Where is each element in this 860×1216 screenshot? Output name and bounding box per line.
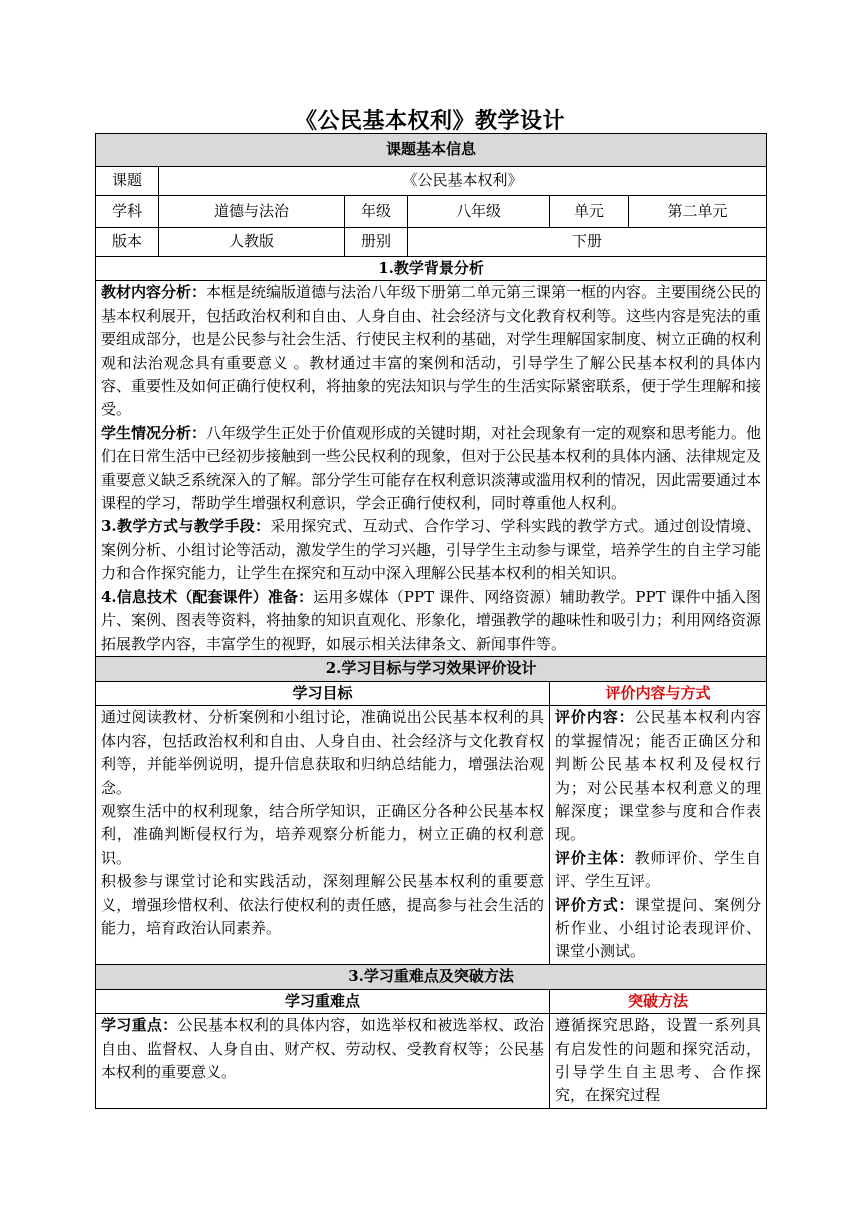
focus-label: 学习重点： — [101, 1016, 178, 1035]
section-key-points: 3.学习重难点及突破方法 — [96, 964, 767, 989]
goal-column-header: 学习目标 — [96, 681, 550, 705]
eval-method-label: 评价方式： — [555, 895, 635, 914]
eval-method — [555, 894, 761, 964]
methods-cell: 遵循探究思路，设置一系列具有启发性的问题和探究活动，引导学生自主思考、合作探究，在探究过程 — [550, 1014, 767, 1109]
eval-cell — [550, 706, 767, 964]
teaching-method — [101, 515, 761, 585]
document-title: 《公民基本权利》教学设计 — [294, 108, 565, 134]
topic-value: 《公民基本权利》 — [159, 167, 767, 196]
goal-list — [96, 706, 550, 964]
focus-text: 公民基本权利的具体内容，如选举权和被选举权、政治自由、监督权、人身自由、财产权、劳动权、受教育权等；公民基本权利的重要意义。 — [101, 1016, 544, 1081]
goal-item: 积极参与课堂讨论和实践活动，深刻理解公民基本权利的重要意义，增强珍惜权利、依法行使权利的责任感，提高参与社会生活的能力，培育政治认同素养。 — [101, 872, 544, 937]
methods-column-header: 突破方法 — [550, 989, 767, 1013]
textbook-analysis-label: 教材内容分析： — [101, 283, 207, 302]
eval-content-text: 公民基本权利内容的掌握情况；能否正确区分和判断公民基本权利及侵权行为；对公民基本权利意义的理解深度；课堂参与度和合作表现。 — [555, 708, 762, 844]
eval-subject — [555, 847, 761, 894]
eval-subject-text: 教师评价、学生自评、学生互评。 — [555, 848, 762, 891]
goal-item: 观察生活中的权利现象，结合所学知识，正确区分各种公民基本权利，准确判断侵权行为，培养观察分析能力，树立正确的权利意识。 — [101, 801, 544, 867]
tech-preparation — [101, 586, 761, 656]
edition-value: 人教版 — [159, 228, 345, 257]
textbook-analysis-text: 本框是统编版道德与法治八年级下册第二单元第三课第一框的内容。主要围绕公民的基本权利展开，包括政治权利和自由、人身自由、社会经济与文化教育权利等。这些内容是宪法的重要组成部分，也是公民参与社会生活、行使民主权利的基础，对学生理解国家制度、树立正确的权利观和法治观念具有重要意义 。教材通过丰富的案例和活动，引导学生了解公民基本权利的具体内容、重要性及如何正确行使权利，将抽象的宪法知识与学生的生活实际紧密联系，便于学生理解和接受。 — [101, 283, 762, 419]
key-points-column-header: 学习重难点 — [96, 989, 550, 1013]
key-points-cell — [96, 1014, 550, 1109]
edition-label: 版本 — [96, 228, 159, 257]
textbook-analysis — [101, 281, 761, 421]
unit-value: 第二单元 — [629, 196, 767, 228]
student-analysis — [101, 422, 761, 516]
eval-content-label: 评价内容： — [555, 708, 635, 727]
volume-value: 下册 — [408, 228, 767, 257]
eval-subject-label: 评价主体： — [555, 848, 635, 867]
eval-method-text: 课堂提问、案例分析作业、小组讨论表现评价、课堂小测试。 — [555, 895, 762, 961]
section-background: 1.教学背景分析 — [96, 257, 767, 281]
unit-label: 单元 — [550, 196, 629, 228]
eval-content — [555, 706, 761, 846]
lesson-design-table — [95, 133, 767, 1109]
teaching-method-label: 3.教学方式与教学手段： — [101, 517, 271, 536]
subject-value: 道德与法治 — [159, 196, 345, 228]
grade-label: 年级 — [345, 196, 408, 228]
eval-column-header: 评价内容与方式 — [550, 681, 767, 705]
tech-preparation-text: 运用多媒体（PPT 课件、网络资源）辅助教学。PPT 课件中插入图片、案例、图表等资料，将抽象的知识直观化、形象化，增强教学的趣味性和吸引力；利用网络资源拓展教学内容，丰富学生的视野，如展示相关法律条文、新闻事件等。 — [101, 587, 762, 653]
topic-label: 课题 — [96, 167, 159, 196]
grade-value: 八年级 — [408, 196, 550, 228]
tech-preparation-label: 4.信息技术（配套课件）准备： — [101, 587, 314, 606]
section-objectives: 2.学习目标与学习效果评价设计 — [96, 656, 767, 681]
subject-label: 学科 — [96, 196, 159, 228]
section-basic-info: 课题基本信息 — [96, 134, 767, 167]
student-analysis-text: 八年级学生正处于价值观形成的关键时期，对社会现象有一定的观察和思考能力。他们在日常生活中已经初步接触到一些公民权利的现象，但对于公民基本权利的具体内涵、法律规定及重要意义缺乏系统深入的了解。部分学生可能存在权利意识淡薄或滥用权利的情况，因此需要通过本课程的学习，帮助学生增强权利意识，学会正确行使权利，同时尊重他人权利。 — [101, 423, 762, 513]
teaching-method-text: 采用探究式、互动式、合作学习、学科实践的教学方式。通过创设情境、案例分析、小组讨论等活动，激发学生的学习兴趣，引导学生主动参与课堂，培养学生的自主学习能力和合作探究能力，让学生在探究和互动中深入理解公民基本权利的相关知识。 — [101, 517, 762, 583]
volume-label: 册别 — [345, 228, 408, 257]
background-content — [96, 281, 767, 657]
goal-item: 通过阅读教材、分析案例和小组讨论，准确说出公民基本权利的具体内容，包括政治权利和自由、人身自由、社会经济与文化教育权利等，并能举例说明，提升信息获取和归纳总结能力，增强法治观念。 — [101, 708, 544, 797]
student-analysis-label: 学生情况分析： — [101, 423, 207, 442]
